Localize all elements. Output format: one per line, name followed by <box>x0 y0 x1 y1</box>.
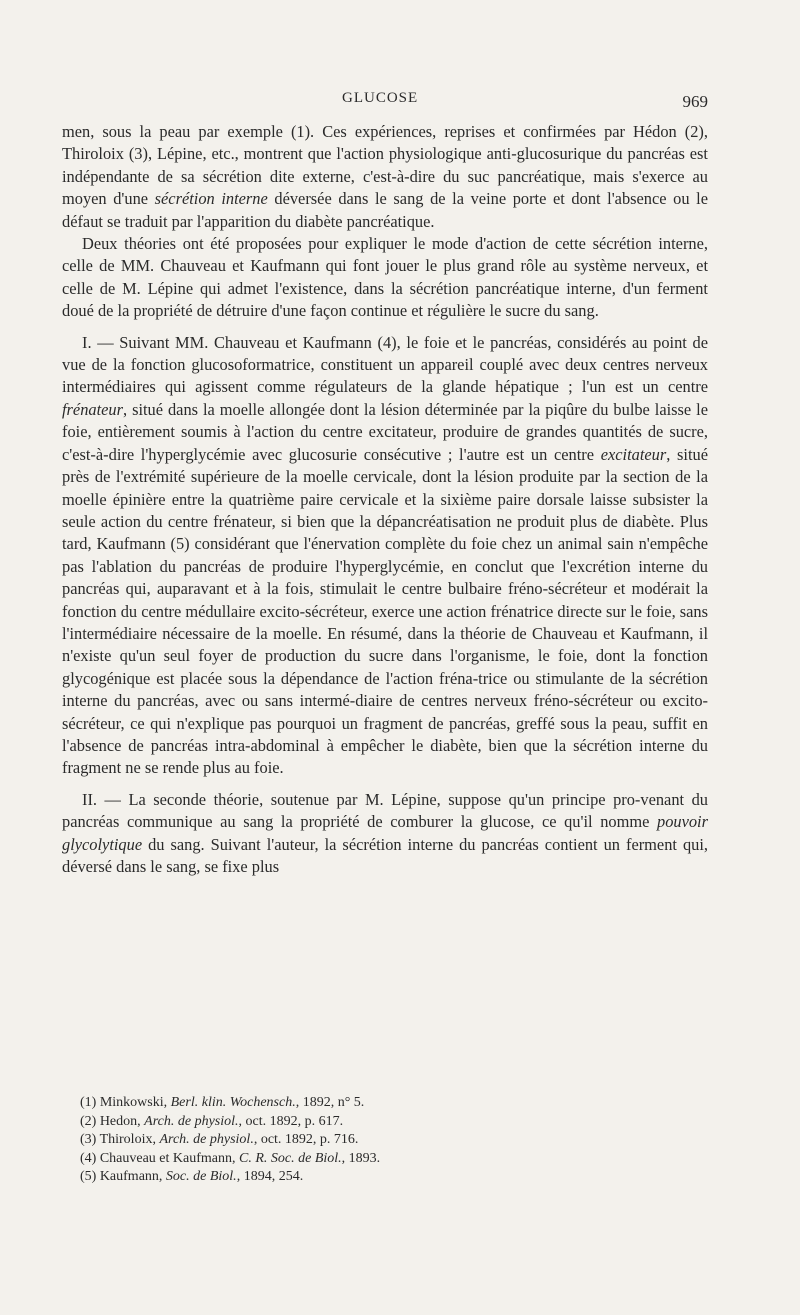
paragraph-3-text-b: , situé dans la moelle allongée dont la lésion déterminée par la piqûre du bulbe laisse le foie, entièrement soumis à l'action du centre excitateur, produire de grandes quantités de sucre, c'est-à-dire l'hyperglycémie avec glucosurie consécutive ; l'autre est un centre <box>62 399 708 464</box>
footnote-detail: , 1893. <box>341 1150 381 1166</box>
paragraph-3 <box>62 332 708 780</box>
running-head <box>0 90 800 110</box>
footnote-text: (1) Minkowski, <box>80 1095 171 1110</box>
paragraph-4-italic: pouvoir glycolytique <box>62 812 708 854</box>
page-number: 969 <box>682 92 708 111</box>
footnote <box>80 1150 700 1169</box>
footnote-source: Arch. de physiol. <box>144 1113 239 1129</box>
footnote-detail: , 1894, 254. <box>236 1169 304 1184</box>
footnote-detail: , oct. 1892, p. 617. <box>238 1113 344 1129</box>
footnote <box>80 1131 700 1150</box>
paragraph-2: Deux théories ont été proposées pour expliquer le mode d'action de cette sécrétion interne, celle de MM. Chauveau et Kaufmann qui font jouer le plus grand rôle au système nerveux, et celle de M. Lépine qui admet l'existence, dans la sécrétion pancréatique interne, d'un ferment doué de la propriété de détruire d'une façon continue et régulière le sucre du sang. <box>62 234 708 321</box>
paragraph-3-italic-2: excitateur <box>600 444 667 464</box>
footnote-detail: , oct. 1892, p. 716. <box>253 1132 359 1147</box>
footnote <box>80 1094 700 1113</box>
footnote-source: Berl. klin. Wochensch. <box>170 1095 296 1110</box>
footnote-text: (2) Hedon, <box>80 1113 145 1129</box>
paragraph-3-text-a: I. — Suivant MM. Chauveau et Kaufmann (4), le foie et le pancréas, considérés au point de vue de la fonction glucosoformatrice, constituent un appareil couplé avec deux centres nerveux intermédiaires qui agissent comme régulateurs de la glande hépatique ; l'un est un centre <box>62 332 708 397</box>
paragraph-1-text-b: déversée dans le sang de la veine porte et dont l'absence ou le défaut se traduit par l'apparition du diabète pancréatique. <box>62 189 708 231</box>
footnote <box>80 1113 700 1132</box>
footnote-source: Arch. de physiol. <box>159 1132 254 1147</box>
paragraph-3-text-c: , situé près de l'extrémité supérieure de la moelle cervicale, dont la lésion produite par la section de la moelle épinière entre la quatrième paire cervicale et la sixième paire dorsale laisse subsister la seule action du centre frénateur, si bien que la dépancréatisation ne produit plus de diabète. Plus tard, Kaufmann (5) considérant que l'énervation complète du foie chez un animal sain n'empêche pas l'ablation du pancréas de produire l'hyperglycémie, en conclut que l'excrétion interne du pancréas qui, auparavant et à la fois, stimulait le centre bulbaire fréno-sécréteur et modérait la fonction du centre médullaire excito-sécréteur, exerce une action frénatrice directe sur le foie, sans l'intermédiaire nécessaire de la moelle. En résumé, dans la théorie de Chauveau et Kaufmann, il n'existe qu'un seul foyer de production du sucre dans l'organisme, le foie, dont la fonction glycogénique est placée sous la dépendance de l'action fréna-trice ou stimulante de la sécrétion interne du pancréas, avec ou sans intermé-diaire de centres nerveux fréno-sécréteur ou excito-sécréteur, ce qui n'explique pas pourquoi un fragment de pancréas, greffé sous la peau, suffit en l'absence de pancréas intra-abdominal à empêcher le diabète, bien que la sécrétion interne du fragment ne se rende plus au foie. <box>62 444 708 778</box>
footnote-source: C. R. Soc. de Biol. <box>239 1150 342 1166</box>
footnote-source: Soc. de Biol. <box>165 1169 237 1184</box>
paragraph-1-text-a: men, sous la peau par exemple (1). Ces expériences, reprises et confirmées par Hédon (2), Thiroloix (3), Lépine, etc., montrent que l'action physiologique anti-glucosurique du pancréas est indépendante de sa sécrétion dite externe, c'est-à-dire du suc pancréatique, mais s'exerce au moyen d'une <box>62 122 708 209</box>
paragraph-4-text-a: II. — La seconde théorie, soutenue par M. Lépine, suppose qu'un principe pro-venant du pancréas communique au sang la propriété de comburer la glucose, ce qu'il nomme <box>62 789 708 832</box>
paragraph-1 <box>62 121 708 233</box>
paragraph-4 <box>62 789 708 879</box>
paragraph-4-text-b: du sang. Suivant l'auteur, la sécrétion interne du pancréas contient un ferment qui, déversé dans le sang, se fixe plus <box>62 834 708 876</box>
footnote-text: (5) Kaufmann, <box>80 1169 166 1184</box>
footnote <box>80 1168 700 1187</box>
paragraph-1-italic: sécrétion interne <box>154 189 268 209</box>
footnote-text: (3) Thiroloix, <box>80 1132 160 1147</box>
body-text <box>62 121 708 878</box>
paragraph-3-italic-1: frénateur <box>62 399 124 419</box>
footnote-text: (4) Chauveau et Kaufmann, <box>80 1150 239 1166</box>
running-title: GLUCOSE <box>342 90 419 106</box>
footnotes <box>80 1094 700 1187</box>
footnote-detail: , 1892, n° 5. <box>295 1095 365 1110</box>
